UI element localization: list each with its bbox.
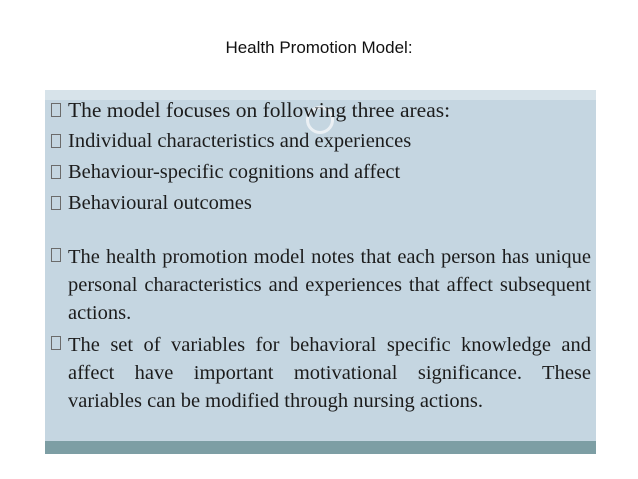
area-item: Individual characteristics and experiences — [68, 130, 412, 152]
list-item — [51, 191, 591, 215]
list-item — [51, 243, 591, 327]
slide-heading: The model focuses on following three areas: — [68, 98, 451, 122]
bullet-box-icon — [51, 248, 61, 262]
area-item: Behavioural outcomes — [68, 192, 252, 214]
bullet-box-icon — [51, 134, 61, 148]
bullet-box-icon — [51, 196, 61, 210]
list-item — [51, 98, 591, 122]
slide-bottom-band — [45, 441, 596, 454]
list-item — [51, 331, 591, 415]
bullet-box-icon — [51, 165, 61, 179]
area-item: Behaviour-specific cognitions and affect — [68, 161, 401, 183]
list-item — [51, 160, 591, 184]
bullet-box-icon — [51, 103, 61, 117]
slide-image — [45, 90, 596, 454]
slide-content — [51, 98, 591, 415]
paragraph-text: The health promotion model notes that each person has unique personal characteristics and experiences that affect subsequent actions. — [68, 246, 591, 324]
page-title: Health Promotion Model: — [225, 38, 413, 57]
list-item — [51, 129, 591, 153]
paragraph-text: The set of variables for behavioral specific knowledge and affect have important motivational significance. These variables can be modified through nursing actions. — [68, 334, 591, 412]
bullet-box-icon — [51, 336, 61, 350]
